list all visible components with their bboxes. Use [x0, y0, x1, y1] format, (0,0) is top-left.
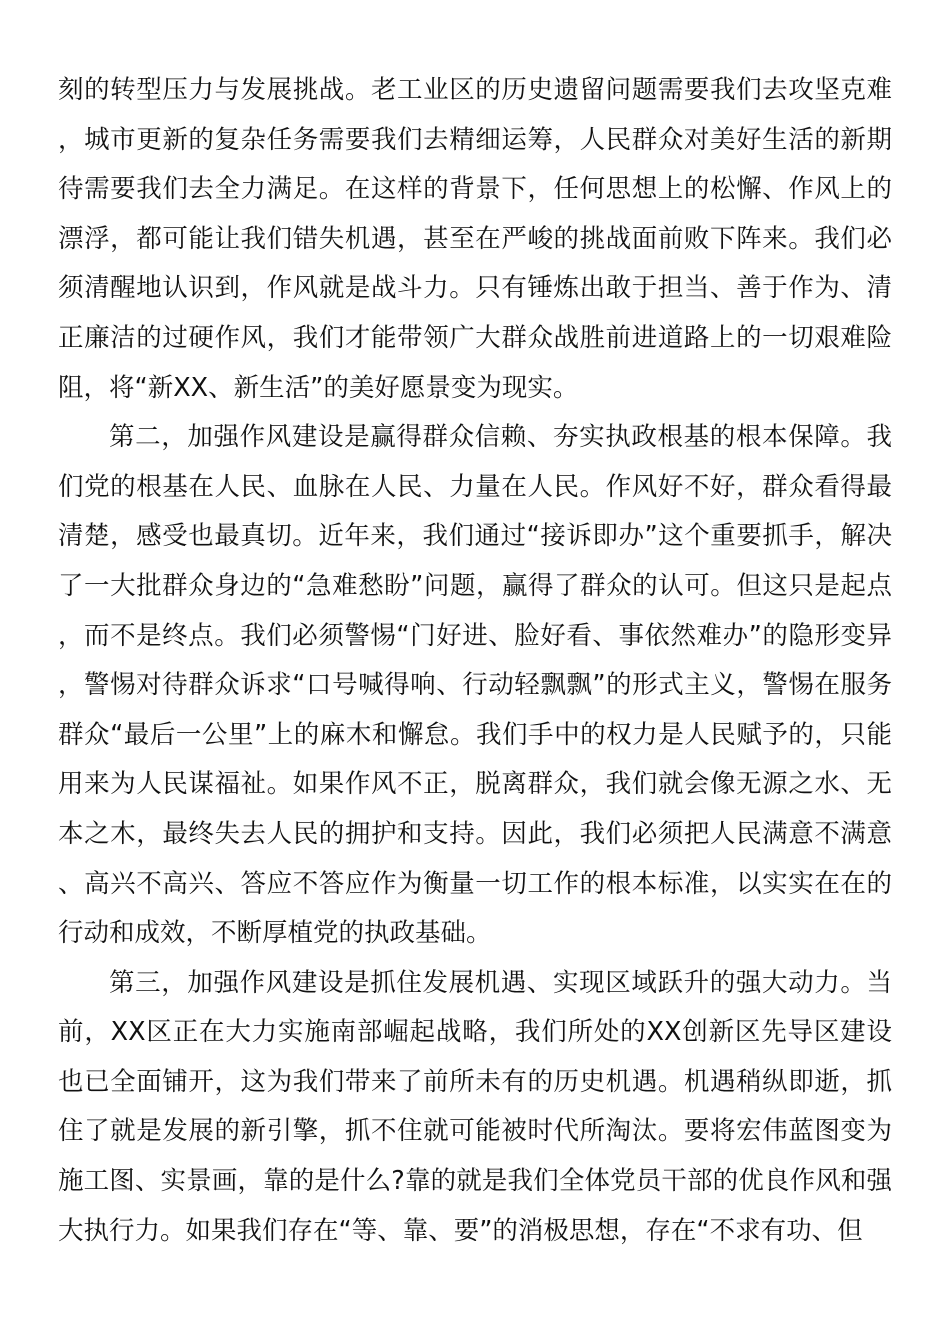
document-page	[58, 66, 892, 1256]
paragraph-third-point: 第三，加强作风建设是抓住发展机遇、实现区域跃升的强大动力。当前，XX区正在大力实施南部崛起战略，我们所处的XX创新区先导区建设也已全面铺开，这为我们带来了前所未有的历史机遇。机遇稍纵即逝，抓住了就是发展的新引擎，抓不住就可能被时代所淘汰。要将宏伟蓝图变为施工图、实景画，靠的是什么?靠的就是我们全体党员干部的优良作风和强大执行力。如果我们存在“等、靠、要”的消极思想，存在“不求有功、但	[58, 967, 892, 1246]
paragraph-second-point: 第二，加强作风建设是赢得群众信赖、夯实执政根基的根本保障。我们党的根基在人民、血脉在人民、力量在人民。作风好不好，群众看得最清楚，感受也最真切。近年来，我们通过“接诉即办”这个重要抓手，解决了一大批群众身边的“急难愁盼”问题，赢得了群众的认可。但这只是起点，而不是终点。我们必须警惕“门好进、脸好看、事依然难办”的隐形变异，警惕对待群众诉求“口号喊得响、行动轻飘飘”的形式主义，警惕在服务群众“最后一公里”上的麻木和懈怠。我们手中的权力是人民赋予的，只能用来为人民谋福祉。如果作风不正，脱离群众，我们就会像无源之水、无本之木，最终失去人民的拥护和支持。因此，我们必须把人民满意不满意、高兴不高兴、答应不答应作为衡量一切工作的根本标准，以实实在在的行动和成效，不断厚植党的执政基础。	[58, 422, 892, 949]
paragraph-continuation: 刻的转型压力与发展挑战。老工业区的历史遗留问题需要我们去攻坚克难，城市更新的复杂任务需要我们去精细运筹，人民群众对美好生活的新期待需要我们去全力满足。在这样的背景下，任何思想上的松懈、作风上的漂浮，都可能让我们错失机遇，甚至在严峻的挑战面前败下阵来。我们必须清醒地认识到，作风就是战斗力。只有锤炼出敢于担当、善于作为、清正廉洁的过硬作风，我们才能带领广大群众战胜前进道路上的一切艰难险阻，将“新XX、新生活”的美好愿景变为现实。	[58, 75, 892, 403]
